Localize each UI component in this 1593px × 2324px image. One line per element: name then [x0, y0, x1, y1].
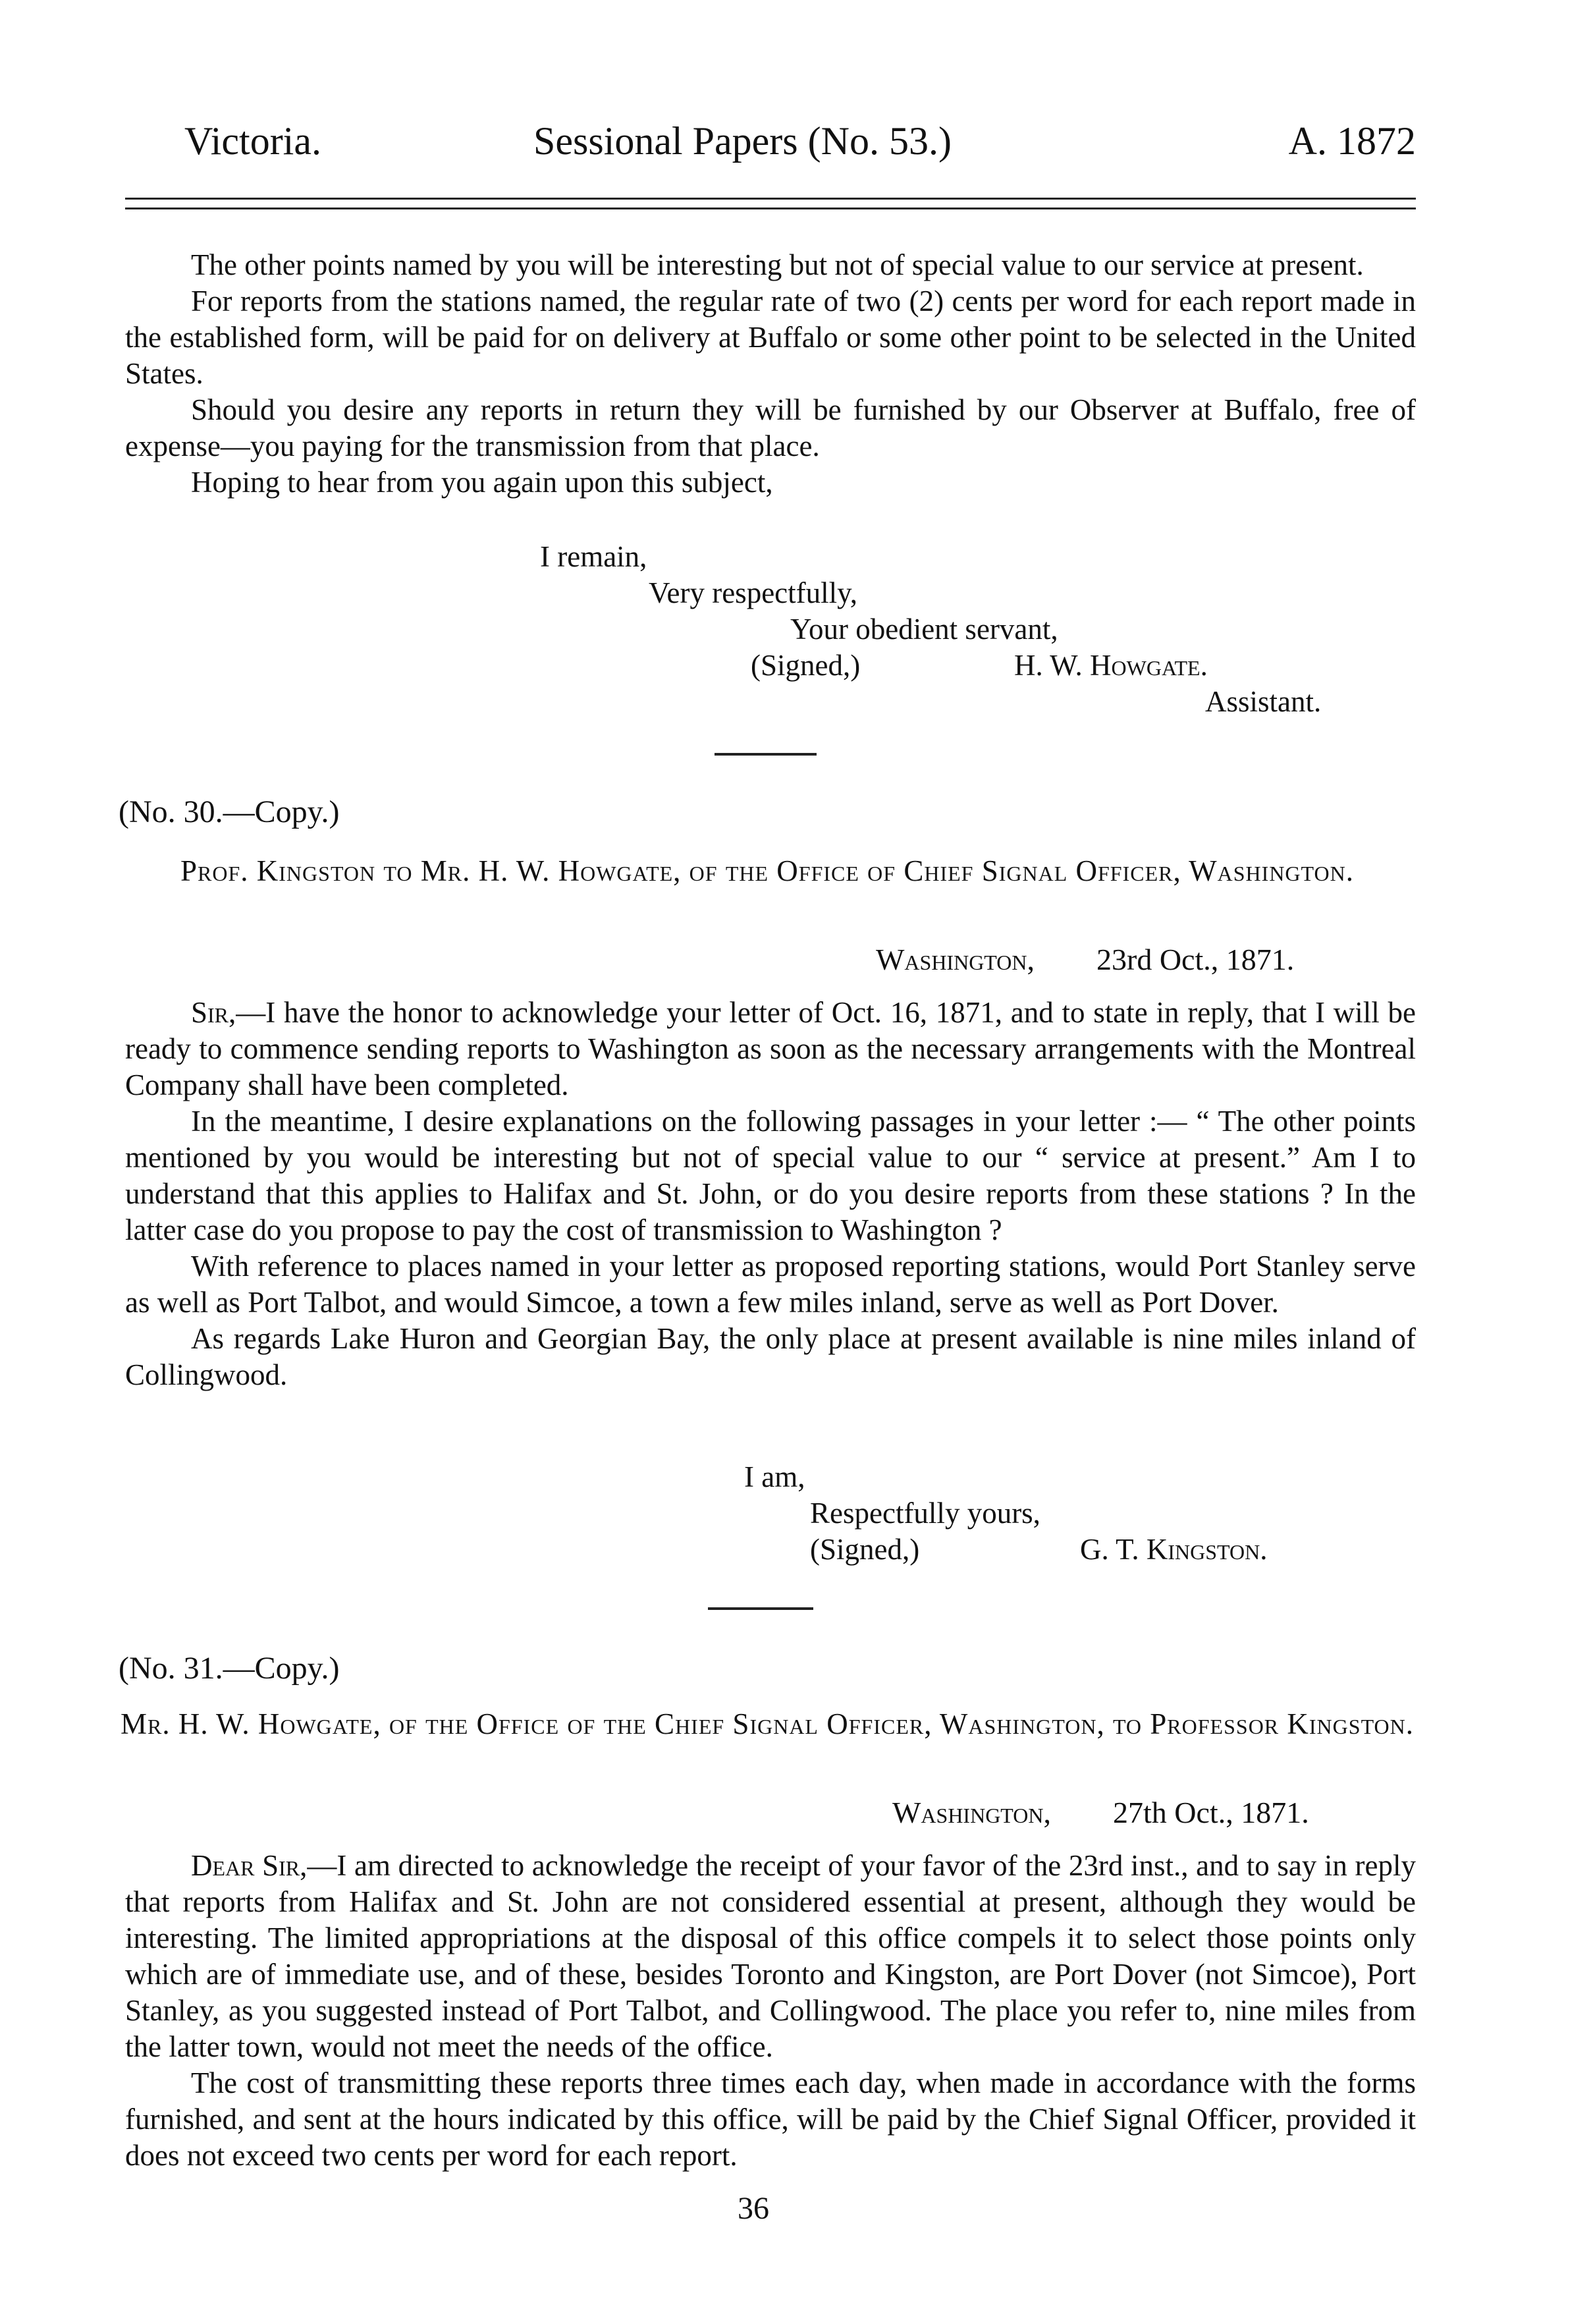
- section-divider: [715, 753, 817, 756]
- header-double-rule: [125, 198, 1416, 209]
- closing-respectfully: Very respectfully,: [649, 576, 857, 609]
- paragraph: With reference to places named in your letter as proposed reporting stations, would Port Stanley serve as well as Port Talbot, and would Simcoe, a town a few miles inland, serve as well as Port Dover.: [125, 1250, 1416, 1319]
- letter-31-body: [125, 1848, 1416, 2174]
- closing-yours: Respectfully yours,: [810, 1497, 1040, 1530]
- dateline-place: Washington,: [876, 943, 1035, 976]
- closing-servant: Your obedient servant,: [790, 613, 1058, 646]
- signatory-name: G. T. Kingston.: [1080, 1533, 1268, 1566]
- salutation: Sir,: [191, 996, 236, 1029]
- paragraph: The other points named by you will be interesting but not of special value to our service at present.: [191, 248, 1364, 281]
- paragraph: —I am directed to acknowledge the receipt of your favor of the 23rd inst., and to say in reply that reports from Halifax and St. John are not considered essential at present, although they would be interesting. The limited appropriations at the disposal of this office compels it to select those points only which are of immediate use, and of these, besides Toronto and Kingston, are Port Dover (not Simcoe), Port Stanley, as you suggested instead of Port Talbot, and Collingwood. The place you refer to, nine miles from the latter town, would not meet the needs of the office.: [125, 1849, 1417, 2063]
- dateline-date: 23rd Oct., 1871.: [1096, 943, 1295, 976]
- paragraph: Hoping to hear from you again upon this subject,: [191, 466, 773, 499]
- header-jurisdiction: Victoria.: [184, 119, 321, 163]
- paragraph: In the meantime, I desire explanations on the following passages in your letter :— “ The other points mentioned by you would be interesting but not of special value to our “ service at present.” Am I to understand that this applies to Halifax and St. John, or do you desire reports from these stations ? In the latter case do you propose to pay the cost of transmission to Washington ?: [125, 1105, 1416, 1246]
- section-divider: [708, 1607, 813, 1610]
- dateline-place: Washington,: [892, 1796, 1051, 1829]
- letter-title: Prof. Kingston to Mr. H. W. Howgate, of the Office of Chief Signal Officer, Washington.: [180, 854, 1354, 887]
- signatory-title: Assistant.: [1205, 685, 1322, 718]
- letter-number-label: (No. 30.—Copy.): [119, 794, 340, 829]
- letter-title: Mr. H. W. Howgate, of the Office of the Chief Signal Officer, Washington, to Professor Kingston.: [120, 1707, 1415, 1740]
- closing-signed: (Signed,): [751, 649, 861, 682]
- page-number: 36: [738, 2191, 769, 2226]
- letter-30-body: [125, 995, 1416, 1393]
- salutation: Dear Sir,: [191, 1849, 308, 1882]
- closing-remain: I remain,: [540, 540, 647, 573]
- closing-signed: (Signed,): [810, 1533, 920, 1566]
- header-year: A. 1872: [1288, 119, 1416, 163]
- dateline-date: 27th Oct., 1871.: [1113, 1796, 1309, 1829]
- letter-29-body: [125, 247, 1416, 501]
- paragraph: For reports from the stations named, the regular rate of two (2) cents per word for each report made in the established form, will be paid for on delivery at Buffalo or some other point to be selected in the United States.: [125, 285, 1416, 390]
- paragraph: Should you desire any reports in return they will be furnished by our Observer at Buffalo, free of expense—you paying for the transmission from that place.: [125, 393, 1416, 462]
- signatory-name: H. W. Howgate.: [1014, 649, 1208, 682]
- running-header: [184, 119, 1416, 178]
- paragraph: —I have the honor to acknowledge your letter of Oct. 16, 1871, and to state in reply, that I will be ready to commence sending reports to Washington as soon as the necessary arrangements with the Montreal Company shall have been completed.: [125, 996, 1416, 1101]
- closing-am: I am,: [744, 1460, 805, 1493]
- paragraph: The cost of transmitting these reports three times each day, when made in accordance with the forms furnished, and sent at the hours indicated by this office, will be paid by the Chief Signal Officer, provided it does not exceed two cents per word for each report.: [125, 2066, 1416, 2172]
- header-series: Sessional Papers (No. 53.): [533, 119, 952, 163]
- paragraph: As regards Lake Huron and Georgian Bay, the only place at present available is nine miles inland of Collingwood.: [125, 1322, 1416, 1391]
- letter-number-label: (No. 31.—Copy.): [119, 1651, 340, 1686]
